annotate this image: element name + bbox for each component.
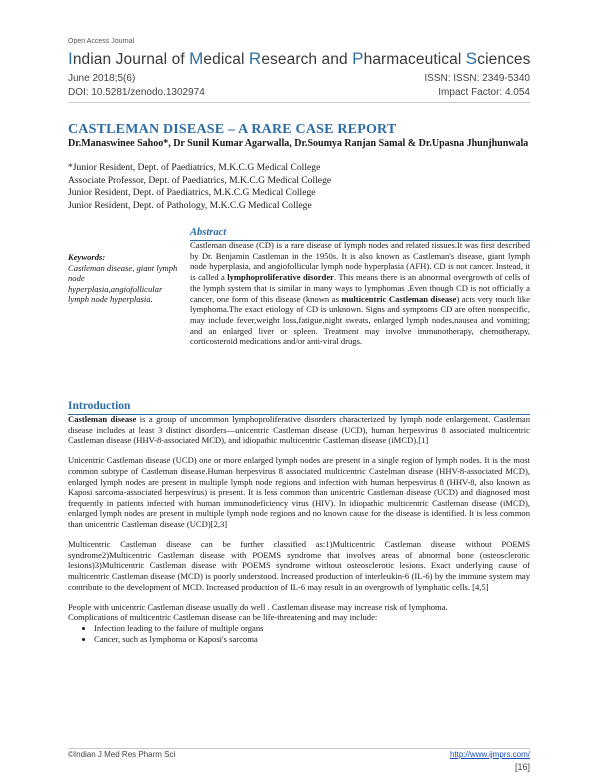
page-number: [16] [514,762,530,772]
journal-title-cap-5: S [465,49,478,68]
introduction-body [68,414,530,644]
journal-title-cap-3: R [248,49,262,68]
affiliation-3: Junior Resident, Dept. of Paediatrics, M.K.C.G Medical College [68,187,316,199]
intro-paragraph-5: Complications of multicentric Castleman disease can be life-threatening and may include: [68,612,378,623]
article-title: CASTLEMAN DISEASE – A RARE CASE REPORT [68,122,397,137]
journal-title-part-5: ciences [477,51,531,68]
journal-meta [68,72,530,100]
journal-title-cap-2: M [189,49,204,68]
header-divider [68,102,530,103]
affiliations [68,162,530,212]
journal-title-part-4: harmaceutical [363,51,466,68]
author-list: Dr.Manaswinee Sahoo*, Dr Sunil Kumar Agarwalla, Dr.Soumya Ranjan Samal & Dr.Upasna Jhunjhunwala [68,138,529,149]
journal-title [68,49,531,69]
abstract-bold-1: lymphoproliferative disorder [227,272,334,283]
journal-title-part-3: esearch and [261,51,353,68]
list-item: • Infection leading to the failure of multiple organs [94,623,530,634]
intro-p1-text: is a group of uncommon lymphoproliferative disorders characterized by lymph node enlargement. Castleman disease includes at least 3 distinct disorders—unicentric Castleman disease (UCD), human herpesvirus 8 associated multicentric Castleman disease (HHV-8-associated MCD), and idiopathic multicentric Castleman disease (iMCD).[1] [68,414,530,446]
intro-paragraph-3: Multicentric Castleman disease can be further classified as:1)Multicentric Castleman disease without POEMS syndrome2)Multicentric Castleman disease with POEMS syndrome that involves areas of abnormal bone (osteosclerotic lesions)3)Multicentric Castleman disease with POEMS syndrome without osteosclerotic lesions. Exact underlying cause of multicentric Castleman disease (MCD) is poorly understood. Increased production of interleukin-6 (IL-6) by the immune system may contribute to the development of MCD. Increased production of IL-6 may result in an overgrowth of lymphatic cells. [4,5] [68,539,530,592]
introduction-heading: Introduction [68,400,131,412]
journal-title-cap-4: P [352,49,364,68]
intro-paragraph-1 [68,414,530,446]
impact-factor: Impact Factor: 4.054 [438,87,530,98]
keywords-heading: Keywords: [68,252,106,262]
doi: DOI: 10.5281/zenodo.1302974 [68,87,205,98]
journal-title-part-1: ndian Journal of [72,51,190,68]
abstract-part-1: Castleman disease (CD) is a rare disease of lymph nodes and related tissues.It was first described by Dr. Benjamin Castleman in the 1950s. It is also known as Castleman's disease, giant lymph node hyperplasia, and angiofollicular lymph node hyperplasia (AFH). CD is not cancer. Instead, it is called a [190,240,530,283]
intro-paragraph-2: Unicentric Castleman disease (UCD) one or more enlarged lymph nodes are present in a single region of lymph nodes. It is the most common subtype of Castleman disease.Human herpesvirus 8 associated multicentric Castelman disease (HHV-8-associated MCD), enlarged lymph nodes are present in multiple lymph node regions and infection with human herpesvirus 8 (HHV-8, also known as Kaposi sarcoma-associated herpesvirus) is present. It is less common than unicentric Castleman disease (UCD) and diagnosed most frequently in patients infected with human immunodeficiency virus (HIV). In idiopathic multicentric Castleman disease (iMCD), enlarged lymph nodes are present in multiple lymph node regions and no known cause for the disease is identified. It is less common than unicentric Castleman disease (UCD)[2,3] [68,455,530,529]
abstract-heading: Abstract [190,227,227,238]
affiliation-1: *Junior Resident, Dept. of Paediatrics, M.K.C.G Medical College [68,162,321,173]
abstract-part-2: . This means there is an abnormal overgrowth of cells of the lymph system that is similar in many ways to lymphomas .Even though CD is not officially a cancer, one form of this disease (known as [190,272,530,304]
footer-divider [68,748,530,749]
list-item: • Cancer, such as lymphoma or Kaposi's sarcoma [94,634,530,645]
footer [68,750,530,759]
issue-date: June 2018;5(6) [68,73,136,84]
journal-title-part-2: edical [203,51,249,68]
journal-url-link[interactable]: http://www.ijmprs.com/ [449,750,530,759]
abstract-text [190,240,530,347]
keywords-box [68,252,178,305]
affiliation-4: Junior Resident, Dept. of Pathology, M.K.C.G Medical College [68,199,312,211]
issn: ISSN: ISSN: 2349-5340 [424,73,530,84]
journal-title-cap-1: I [68,49,73,68]
abstract-part-3: ) acts very much like lymphoma.The exact etiology of CD is unknown. Signs and symptoms CD are often nonspecific, may include fever,weight loss,fatigue,night sweats, enlarged lymph nodes,nausea and vomiting; and an enlarged liver or spleen. Treatment may involve immunotherapy, chemotherapy, corticosteroid medications and/or anti-viral drugs. [190,293,530,347]
affiliation-2: Associate Professor, Dept. of Paediatrics, M.K.C.G Medical College [68,174,332,186]
intro-paragraph-4: People with unicentric Castleman disease usually do well . Castleman disease may increase risk of lymphoma. [68,601,448,612]
open-access-label: Open Access Journal [68,38,135,45]
keywords-text: Castleman disease, giant lymph node hyperplasia,angiofollicular lymph node hyperplasia. [68,262,178,304]
abstract-bold-2: multicentric Castleman disease [341,293,457,304]
footer-copyright: ©Indian J Med Res Pharm Sci [68,750,176,759]
intro-p1-bold: Castleman disease [68,414,137,424]
complications-list [68,623,530,645]
